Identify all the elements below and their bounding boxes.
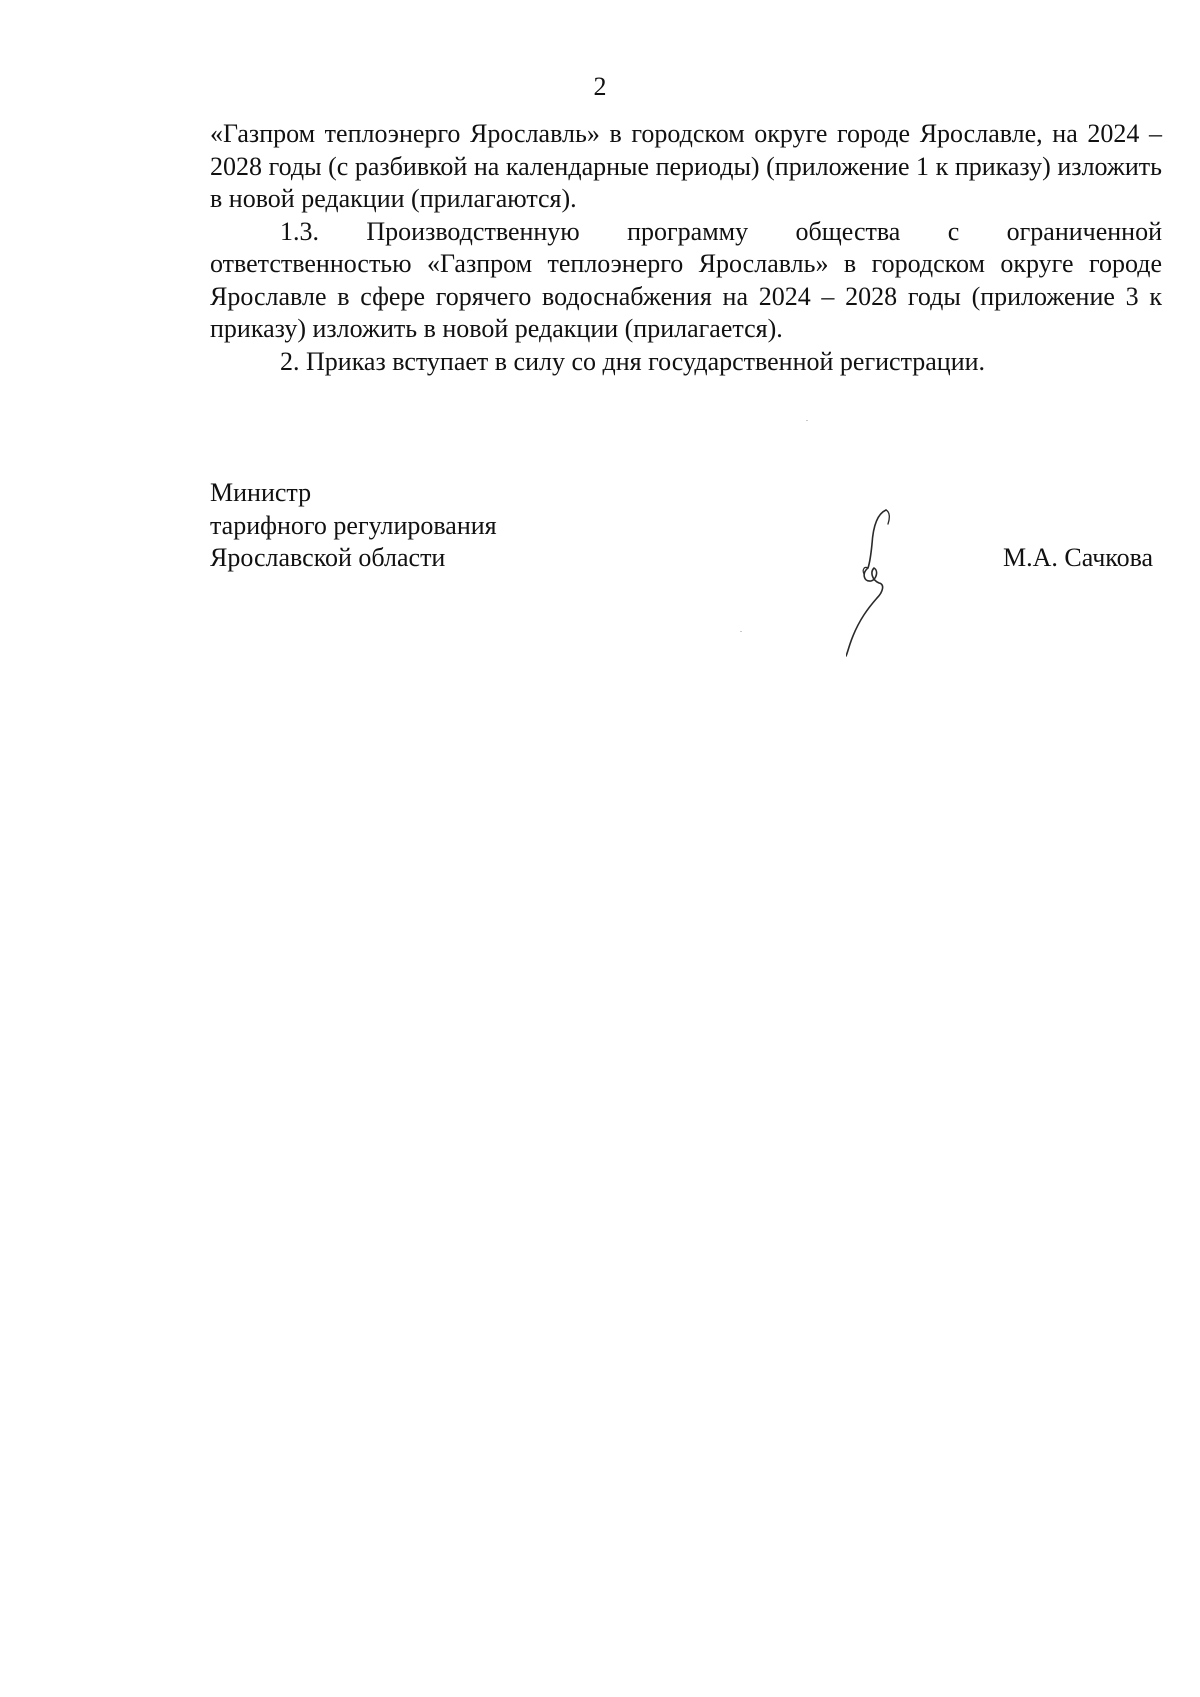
signatory-title-line: Министр: [210, 478, 312, 507]
scan-speck: [806, 420, 808, 421]
signatory-title-line: тарифного регулирования: [210, 510, 497, 540]
paragraph-continuation: «Газпром теплоэнерго Ярославль» в городском округе городе Ярославле, на 2024 – 2028 годы (с разбивкой на календарные периоды) (приложение 1 к приказу) изложить в новой редакции (прилагаются).: [210, 119, 1162, 213]
signatory-title-line: Ярославской области: [210, 543, 446, 572]
paragraph-2: 2. Приказ вступает в силу со дня государственной регистрации.: [280, 346, 986, 376]
page-number: 2: [593, 72, 607, 101]
handwritten-signature-icon: [846, 508, 936, 676]
scan-speck: [740, 631, 742, 632]
signatory-title: [210, 477, 497, 575]
document-body: [210, 118, 1162, 378]
signatory-name: М.А. Сачкова: [1003, 543, 1154, 572]
paragraph-1-3: 1.3. Производственную программу общества с ограниченной ответственностью «Газпром теплоэнерго Ярославль» в городском округе городе Ярославле в сфере горячего водоснабжения на 2024 – 2028 годы (приложение 3 к приказу) изложить в новой редакции (прилагается).: [210, 216, 1162, 343]
